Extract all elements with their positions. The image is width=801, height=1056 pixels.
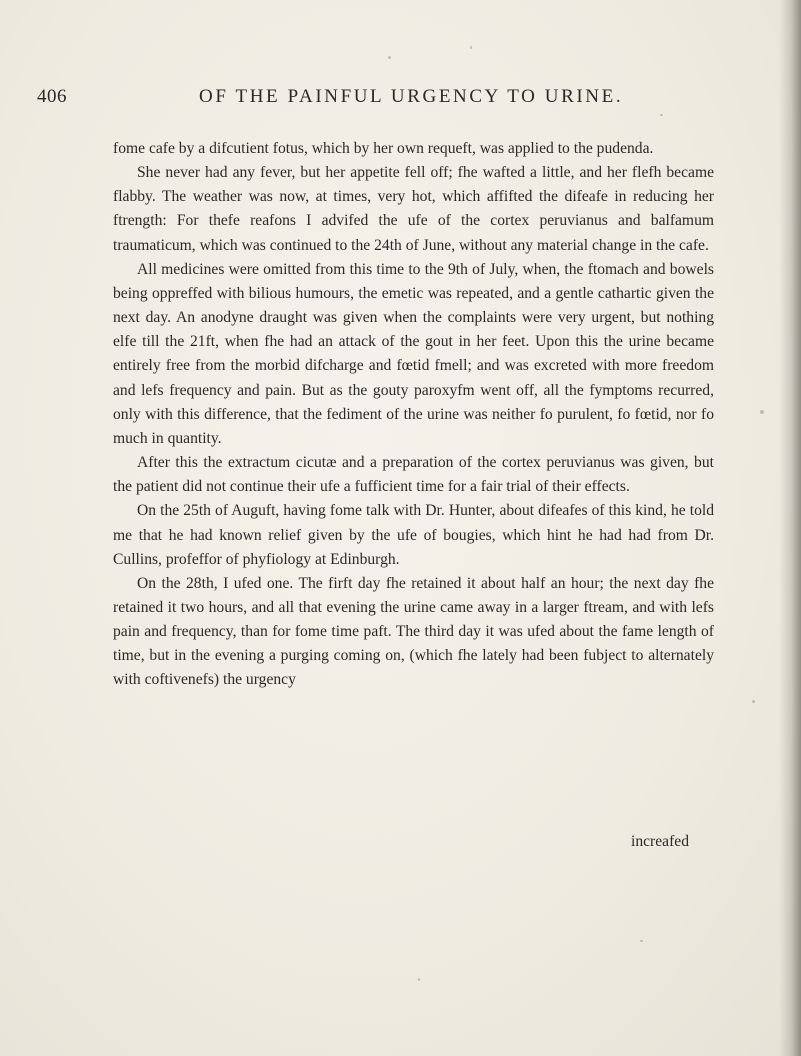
paper-speck xyxy=(640,940,643,942)
page-header xyxy=(0,86,801,116)
paragraph: On the 25th of Auguft, having fome talk with Dr. Hunter, about difeafes of this kind, he told me that he had known relief given by the ufe of bougies, which hint he had had from Dr. Cullins, profeffor of phyfiology at Edinburgh. xyxy=(113,502,714,568)
catchword: increafed xyxy=(631,833,689,850)
paragraph: On the 28th, I ufed one. The firft day fhe retained it about half an hour; the next day fhe retained it two hours, and all that evening the urine came away in a larger ftream, and with lefs pain and frequency, than for fome time paft. The third day it was ufed about the fame length of time, but in the evening a purging coming on, (which fhe lately had been fubject to alternately with coftivenefs) the urgency xyxy=(113,574,714,689)
paper-speck xyxy=(388,56,391,59)
body-text xyxy=(113,137,714,693)
paper-speck xyxy=(470,46,472,49)
paragraph: fome cafe by a difcutient fotus, which by her own requeft, was applied to the pudenda. xyxy=(113,140,654,157)
paper-speck xyxy=(418,978,420,981)
page-edge-shadow xyxy=(779,0,801,1056)
paragraph: She never had any fever, but her appetite fell off; fhe wafted a little, and her flefh became flabby. The weather was now, at times, very hot, which affifted the difeafe in reducing her ftrength: For thefe reafons I advifed the ufe of the cortex peruvianus and balfamum traumaticum, which was continued to the 24th of June, without any material change in the cafe. xyxy=(113,164,714,254)
paragraph: All medicines were omitted from this time to the 9th of July, when, the ftomach and bowels being oppreffed with bilious humours, the emetic was repeated, and a gentle cathartic given the next day. An anodyne draught was given when the complaints were very urgent, but nothing elfe till the 21ft, when fhe had an attack of the gout in her feet. Upon this the urine became entirely free from the morbid difcharge and fœtid fmell; and was excreted with more freedom and lefs frequency and pain. But as the gouty paroxyfm went off, all the fymptoms recurred, only with this difference, that the fediment of the urine was neither fo purulent, fo fœtid, nor fo much in quantity. xyxy=(113,260,714,447)
paragraph: After this the extractum cicutæ and a preparation of the cortex peruvianus was given, but the patient did not continue their ufe a fufficient time for a fair trial of their effects. xyxy=(113,454,714,496)
page-number: 406 xyxy=(37,86,67,107)
paper-speck xyxy=(752,700,755,703)
paper-speck xyxy=(760,410,764,414)
running-head: OF THE PAINFUL URGENCY TO URINE. xyxy=(199,86,624,107)
